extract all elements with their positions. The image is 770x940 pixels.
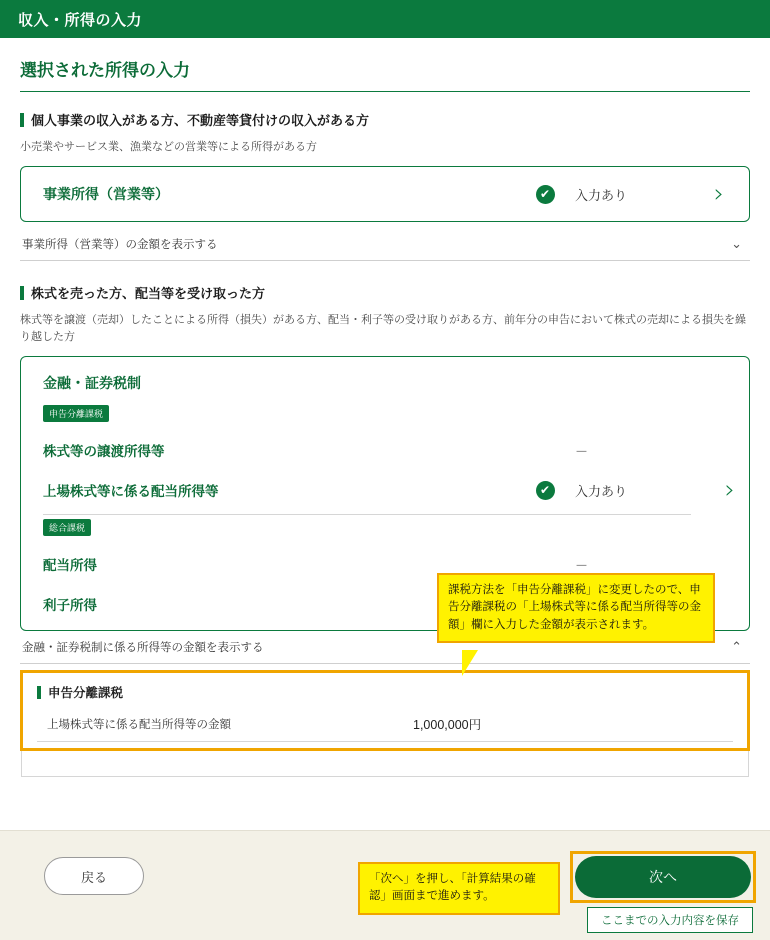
next-button[interactable]: [575, 856, 751, 898]
row-dividend-income-label: 配当所得: [43, 558, 97, 574]
section-description-stocks: 株式等を譲渡（売却）したことによる所得（損失）がある方、配当・利子等の受け取りがある方、前年分の申告において株式の売却による損失を繰り越した方: [20, 314, 746, 344]
row-dividend-income-status: －: [575, 557, 589, 573]
row-stock-transfer-income[interactable]: [43, 430, 743, 470]
tag-separate-taxation: 申告分離課税: [43, 405, 109, 422]
back-button-label: 戻る: [80, 869, 107, 885]
check-circle-icon: ✔: [536, 185, 555, 204]
separate-taxation-amount-value: 1,000,000円: [413, 718, 482, 733]
heading-accent-bar: [20, 286, 24, 300]
callout-amount: [437, 573, 715, 643]
section-description-business: 小売業やサービス業、漁業などの営業等による所得がある方: [20, 141, 317, 153]
check-circle-icon: ✔: [536, 481, 555, 500]
card-securities-title: 金融・証券税制: [43, 375, 141, 392]
card-business-income-check: [515, 185, 575, 204]
separate-taxation-amount-label: 上場株式等に係る配当所得等の金額: [47, 719, 231, 732]
next-button-highlight: [570, 851, 756, 903]
heading-accent-bar: [20, 113, 24, 127]
row-listed-dividend-income-status: 入力あり: [575, 483, 628, 499]
disclosure-business-amount-label: 事業所得（営業等）の金額を表示する: [22, 239, 218, 252]
card-business-income-label: 事業所得（営業等）: [43, 186, 169, 203]
next-button-label: 次へ: [649, 869, 677, 885]
separate-taxation-amount-row: [37, 709, 733, 742]
row-listed-dividend-income-check: [515, 481, 575, 500]
section-heading-stocks: [20, 283, 750, 302]
app-header: [0, 0, 770, 38]
divider: [43, 514, 691, 515]
row-interest-income-label: 利子所得: [43, 598, 97, 614]
row-listed-dividend-income-label: 上場株式等に係る配当所得等: [43, 484, 219, 500]
separate-taxation-heading-label: 申告分離課税: [48, 686, 124, 701]
chevron-down-icon: ⌄: [731, 236, 742, 252]
separate-taxation-heading: [37, 683, 733, 701]
save-progress-button[interactable]: [587, 907, 753, 933]
card-business-income-open[interactable]: [695, 179, 743, 210]
callout-amount-text: 課税方法を「申告分離課税」に変更したので、申告分離課税の「上場株式等に係る配当所得等の金額」欄に入力した金額が表示されます。: [448, 584, 701, 631]
disclosure-business-amount[interactable]: [20, 228, 750, 261]
back-button[interactable]: [44, 857, 144, 895]
row-stock-transfer-income-label: 株式等の譲渡所得等: [43, 444, 165, 460]
disclosure-securities-amount-label: 金融・証券税制に係る所得等の金額を表示する: [22, 642, 264, 655]
chevron-up-icon: ⌃: [731, 639, 742, 655]
section-heading-business: [20, 110, 750, 129]
callout-amount-tail: [462, 650, 478, 676]
section-heading-stocks-label: 株式を売った方、配当等を受け取った方: [31, 286, 266, 302]
chevron-right-icon: ›: [713, 179, 725, 210]
table-row-placeholder: [21, 751, 749, 777]
row-stock-transfer-income-status: －: [575, 443, 589, 459]
heading-accent-bar: [37, 686, 41, 699]
callout-next: [358, 862, 560, 915]
chevron-right-icon: ›: [724, 475, 735, 506]
card-business-income-row[interactable]: [21, 167, 749, 221]
card-business-income-status: 入力あり: [575, 187, 628, 203]
callout-next-text: 「次へ」を押し、「計算結果の確認」画面まで進めます。: [369, 873, 536, 903]
card-business-income[interactable]: [20, 166, 750, 222]
card-securities-open[interactable]: [725, 475, 735, 505]
row-listed-dividend-income[interactable]: [43, 470, 743, 510]
section-heading-business-label: 個人事業の収入がある方、不動産等貸付けの収入がある方: [31, 113, 370, 128]
separate-taxation-amount-block: [20, 670, 750, 751]
tag-aggregate-taxation: 総合課税: [43, 519, 91, 536]
app-title: 収入・所得の入力: [18, 11, 143, 29]
save-progress-button-label: ここまでの入力内容を保存: [601, 915, 739, 927]
page-content: [0, 38, 770, 828]
page-title: 選択された所得の入力: [20, 56, 750, 92]
